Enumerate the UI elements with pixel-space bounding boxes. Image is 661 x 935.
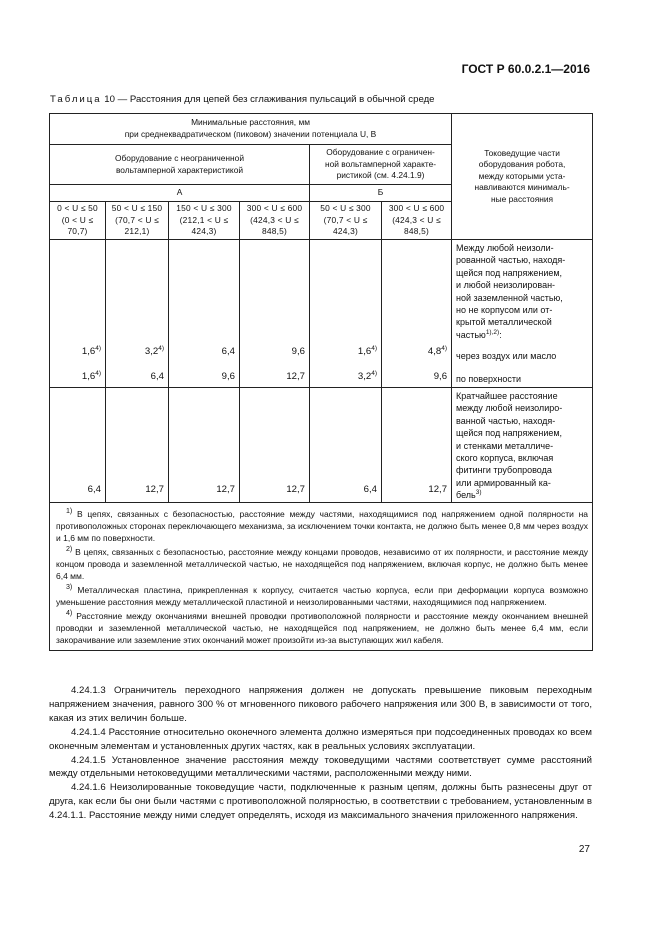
range-line: 300 < U ≤ 600 <box>388 203 445 214</box>
parts-header-line: между которыми уста- <box>478 170 566 181</box>
desc-line: между любой неизолиро- <box>456 403 563 414</box>
range-line: 212,1) <box>124 226 150 237</box>
value-cell <box>50 240 106 388</box>
desc-line: рованной частью, находя- <box>456 255 566 266</box>
table-header-top <box>50 114 452 145</box>
range-header-3 <box>169 202 240 240</box>
desc-line: ского корпуса, включая <box>456 453 554 464</box>
value-cell <box>106 388 169 503</box>
surface-value: 6,4 <box>150 371 164 383</box>
enclosure-value: 6,4 <box>87 484 101 495</box>
desc-line: крытой металлической <box>456 317 552 328</box>
desc-line-last: бель$^{3)}$ <box>456 489 482 501</box>
group-a-header <box>50 145 310 185</box>
range-line: 424,3) <box>333 226 358 237</box>
air-value: 1,6$^{4)}$ <box>357 345 377 358</box>
body-text <box>49 684 592 823</box>
value-cell <box>240 240 310 388</box>
value-cell <box>106 240 169 388</box>
range-line: 50 < U ≤ 150 <box>111 203 163 214</box>
enclosure-value: 12,7 <box>216 484 235 495</box>
group-a-letter: А <box>50 185 310 202</box>
note: $^{2)}$ В цепях, связанных с безопасностью, расстояние между концами проводов, независимо от их полярности, и расстояние между концом провода и заземленной металлической частью, не находящейся под напряжением, включая корпус, не должно быть менее 6,4 мм. <box>56 544 589 581</box>
surface-label: по поверхности <box>456 373 522 384</box>
parts-description <box>452 388 593 503</box>
desc-line: ванной частью, находя- <box>456 415 556 426</box>
value-cell <box>169 388 240 503</box>
value-cell <box>50 388 106 503</box>
range-line: 70,7) <box>67 226 88 237</box>
range-header-1 <box>50 202 106 240</box>
range-line: 424,3) <box>191 226 217 237</box>
range-line: 848,5) <box>262 226 287 237</box>
enclosure-value: 12,7 <box>428 484 448 495</box>
group-b-line: Оборудование с ограничен- <box>326 147 435 158</box>
table-caption-prefix: Таблица <box>50 94 102 105</box>
header-top-line-2: при среднеквадратическом (пиковом) значении потенциала U, В <box>124 129 377 139</box>
range-line: (424,3 < U ≤ <box>392 214 441 225</box>
range-line: 0 < U ≤ 50 <box>57 203 98 214</box>
paragraph: 4.24.1.4 Расстояние относительно оконечного элемента должно измеряться при подсоединенных проводах ко всем оконечным элементам и установленных других частях, как в реальных условиях эксплуатации. <box>49 726 592 752</box>
surface-value: 9,6 <box>221 371 235 383</box>
note: $^{3)}$ Металлическая пластина, прикрепленная к корпусу, считается частью корпуса, если при деформации корпуса возможно уменьшение расстояния между металлической пластиной и неизолированными частями, находящимися под напряжением. <box>56 582 589 607</box>
parts-header-line: Токоведущие части <box>484 147 560 158</box>
paragraph: 4.24.1.3 Ограничитель переходного напряжения должен не допускать превышение пиковым переходным напряжением значения, равного 300 % от мгновенного пикового рабочего напряжения или 300 В, в зависимости от того, какая из этих величин больше. <box>49 685 592 724</box>
surface-value: 1,6$^{4)}$ <box>81 370 101 383</box>
range-header-6 <box>382 202 452 240</box>
value-cell <box>382 240 452 388</box>
paragraph: 4.24.1.5 Установленное значение расстояния между токоведущими частями соответствует сумме расстояний между отдельными нетоковедущими металлическими частями, расположенными между ними. <box>49 754 592 780</box>
desc-line: Между любой неизоли- <box>456 243 554 253</box>
surface-value: 12,7 <box>286 371 305 383</box>
range-line: (212,1 < U ≤ <box>179 214 229 225</box>
range-header-2 <box>106 202 169 240</box>
desc-line: но не корпусом или от- <box>456 305 553 316</box>
value-cell <box>310 388 382 503</box>
enclosure-value: 12,7 <box>286 484 305 495</box>
surface-value: 3,2$^{4)}$ <box>357 370 377 383</box>
range-line: 848,5) <box>404 226 429 237</box>
paragraph: 4.24.1.6 Неизолированные токоведущие части, подключенные к разным цепям, должны быть разнесены друг от друга, как если бы они были частями с противоположной полярностью, в соответствии с требованием, установленным в 4.24.1.1. Расстояние между ними следует определять, исходя из максимального значения приложенного напряжения. <box>49 782 592 822</box>
desc-line: щейся под напряжением, <box>456 428 563 439</box>
distances-table <box>49 113 593 651</box>
group-b-header <box>310 145 452 185</box>
air-value: 4,8$^{4)}$ <box>427 345 448 358</box>
parts-header-line: оборудования робота, <box>478 159 566 170</box>
range-line: 50 < U ≤ 300 <box>320 203 371 214</box>
desc-line: щейся под напряжением, <box>456 267 563 278</box>
desc-line: ной заземленной частью, <box>456 292 563 303</box>
air-value: 6,4 <box>221 346 235 358</box>
desc-line: фитинги трубопровода <box>456 465 552 476</box>
range-line: (70,7 < U ≤ <box>115 214 159 225</box>
standard-designation: ГОСТ Р 60.0.2.1—2016 <box>461 62 590 76</box>
range-line: (0 < U ≤ <box>61 214 94 225</box>
desc-line-last: частью$^{1),2)}$: <box>456 328 502 340</box>
desc-line: или армированный ка- <box>456 477 551 488</box>
range-line: 150 < U ≤ 300 <box>176 203 232 214</box>
table-row <box>50 240 593 388</box>
range-line: (70,7 < U ≤ <box>323 214 368 225</box>
range-header-4 <box>240 202 310 240</box>
value-cell <box>310 240 382 388</box>
group-b-line: ристикой (см. 4.24.1.9) <box>336 170 425 181</box>
group-b-line: ной вольтамперной характе- <box>325 158 437 169</box>
air-value: 9,6 <box>291 346 305 358</box>
air-value: 1,6$^{4)}$ <box>81 345 101 358</box>
range-header-5 <box>310 202 382 240</box>
value-cell <box>169 240 240 388</box>
note: $^{1)}$ В цепях, связанных с безопасностью, расстояние между частями, находящимися под напряжением одной полярности на противоположных сторонах переключающего механизма, за исключением точки контакта, не должно быть менее 0,8 мм через воздух и 1,6 мм по поверхности. <box>56 506 589 543</box>
table-caption <box>50 94 435 105</box>
desc-line: Кратчайшее расстояние <box>456 391 558 401</box>
range-line: (424,3 < U ≤ <box>250 214 299 225</box>
surface-value: 9,6 <box>433 371 448 383</box>
parts-header-line: навливаются минималь- <box>474 182 570 193</box>
group-b-letter: Б <box>310 185 452 202</box>
table-caption-text: 10 — Расстояния для цепей без сглаживания пульсаций в обычной среде <box>101 94 435 105</box>
desc-line: и любой неизолирован- <box>456 280 556 291</box>
group-a-line: вольтамперной характеристикой <box>115 164 244 175</box>
range-line: 300 < U ≤ 600 <box>246 203 303 214</box>
header-top-line-1: Минимальные расстояния, мм <box>191 117 310 128</box>
desc-line: и стенками металличе- <box>456 440 554 451</box>
value-cell <box>382 388 452 503</box>
parts-header-line: ные расстояния <box>491 193 554 204</box>
air-label: через воздух или масло <box>456 351 557 362</box>
table-row <box>50 388 593 503</box>
table-header-parts <box>452 114 593 240</box>
group-a-line: Оборудование с неограниченной <box>114 152 245 163</box>
table-notes <box>50 502 593 650</box>
enclosure-value: 6,4 <box>363 484 377 495</box>
air-value: 3,2$^{4)}$ <box>144 345 164 358</box>
enclosure-value: 12,7 <box>145 484 164 495</box>
page-number: 27 <box>578 844 590 855</box>
note: $^{4)}$ Расстояние между окончаниями внешней проводки противоположной полярности и расстояние между окончанием внешней проводки и заземленной металлической частью, не находящейся под напряжением, не должно быть менее 6,4 мм, если закорачивание или заземление этих окончаний может произойти из-за выступающих жил кабеля. <box>56 608 589 645</box>
parts-description <box>452 240 593 388</box>
value-cell <box>240 388 310 503</box>
